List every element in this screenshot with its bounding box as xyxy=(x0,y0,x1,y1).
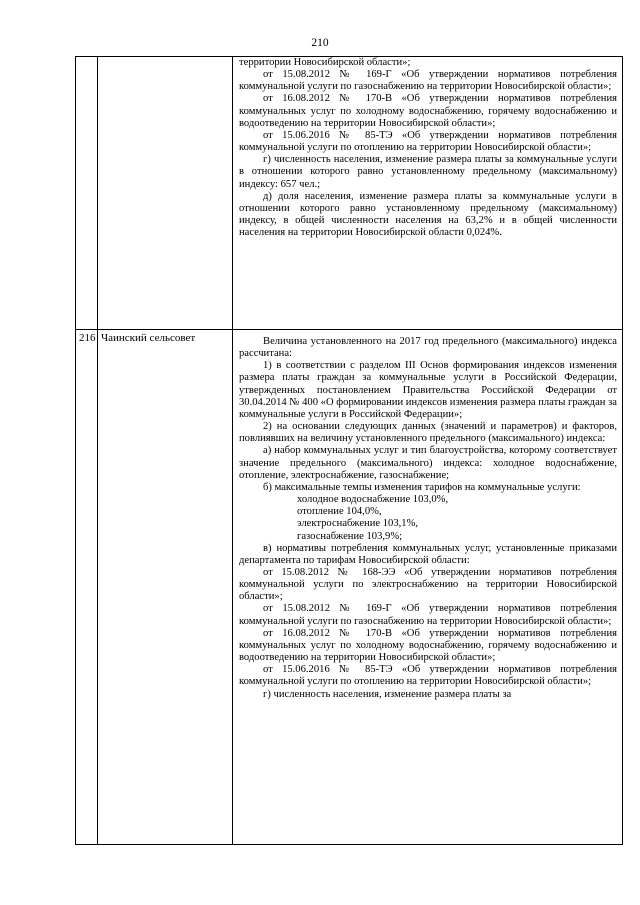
paragraph: в) нормативы потребления коммунальных услуг, установленные приказами департамента по тарифам Новосибирской области: xyxy=(239,542,617,566)
municipality-name-cell: Чаинский сельсовет xyxy=(98,330,233,845)
paragraph: от 16.08.2012 № 170-В «Об утверждении нормативов потребления коммунальных услуг по холодному водоснабжению, горячему водоснабжению и водоотведению на территории Новосибирской области»; xyxy=(239,627,617,664)
paragraph: д) доля населения, изменение размера платы за коммунальные услуги в отношении которого равно установленному предельному (максимальному) индексу, в общей численности населения на 63,2% и в общей численности населения на территории Новосибирской области 0,024%. xyxy=(239,190,617,239)
description-cell xyxy=(233,57,623,330)
paragraph: б) максимальные темпы изменения тарифов на коммунальные услуги: xyxy=(263,481,581,493)
paragraph: от 15.08.2012 № 168-ЭЭ «Об утверждении нормативов потребления коммунальной услуги по электроснабжению на территории Новосибирской области»; xyxy=(239,566,617,603)
tariff-list-item: отопление 104,0%, xyxy=(297,506,382,518)
paragraph: а) набор коммунальных услуг и тип благоустройства, которому соответствует значение предельного (максимального) индекса: холодное водоснабжение, отопление, электроснабжение, газоснабжение; xyxy=(239,445,617,481)
paragraph: территории Новосибирской области»; xyxy=(239,57,411,68)
tariff-list-item: газоснабжение 103,9%; xyxy=(297,530,403,542)
table-row xyxy=(76,57,623,330)
tariff-list-item: электроснабжение 103,1%, xyxy=(297,518,419,530)
paragraph: от 16.08.2012 № 170-В «Об утверждении нормативов потребления коммунальных услуг по холодному водоснабжению, горячему водоснабжению и водоотведению на территории Новосибирской области»; xyxy=(239,93,617,129)
table-row xyxy=(76,330,623,845)
paragraph: г) численность населения, изменение размера платы за коммунальные услуги в отношении которого равно установленному предельному (максимальному) индексу: 657 чел.; xyxy=(239,154,617,190)
row-number-cell xyxy=(76,57,98,330)
page-number: 210 xyxy=(311,37,329,49)
paragraph: от 15.06.2016 № 85-ТЭ «Об утверждении нормативов потребления коммунальной услуги по отоплению на территории Новосибирской области»; xyxy=(239,129,617,154)
index-table xyxy=(75,56,623,845)
paragraph: от 15.08.2012 № 169-Г «Об утверждении нормативов потребления коммунальной услуги по газоснабжению на территории Новосибирской области»; xyxy=(239,69,617,93)
paragraph: от 15.08.2012 № 169-Г «Об утверждении нормативов потребления коммунальной услуги по газоснабжению на территории Новосибирской области»; xyxy=(239,603,617,627)
row-number-cell: 216 xyxy=(76,330,98,845)
tariff-list-item: холодное водоснабжение 103,0%, xyxy=(297,494,449,506)
paragraph: Величина установленного на 2017 год предельного (максимального) индекса рассчитана: xyxy=(239,336,617,360)
paragraph: 1) в соответствии с разделом III Основ формирования индексов изменения размера платы граждан за коммунальные услуги в Российской Федерации, утвержденных постановлением Правительства Российской Федерации от 30.04.2014 № 400 «О формировании индексов изменения размера платы граждан за коммунальные услуги в Российской Федерации»; xyxy=(239,360,617,420)
paragraph: г) численность населения, изменение размера платы за xyxy=(263,688,512,700)
description-cell xyxy=(233,330,623,845)
municipality-name-cell xyxy=(98,57,233,330)
paragraph: 2) на основании следующих данных (значений и параметров) и факторов, повлиявших на величину установленного предельного (максимального) индекса: xyxy=(239,421,617,445)
paragraph: от 15.06.2016 № 85-ТЭ «Об утверждении нормативов потребления коммунальной услуги по отоплению на территории Новосибирской области»; xyxy=(239,664,617,688)
